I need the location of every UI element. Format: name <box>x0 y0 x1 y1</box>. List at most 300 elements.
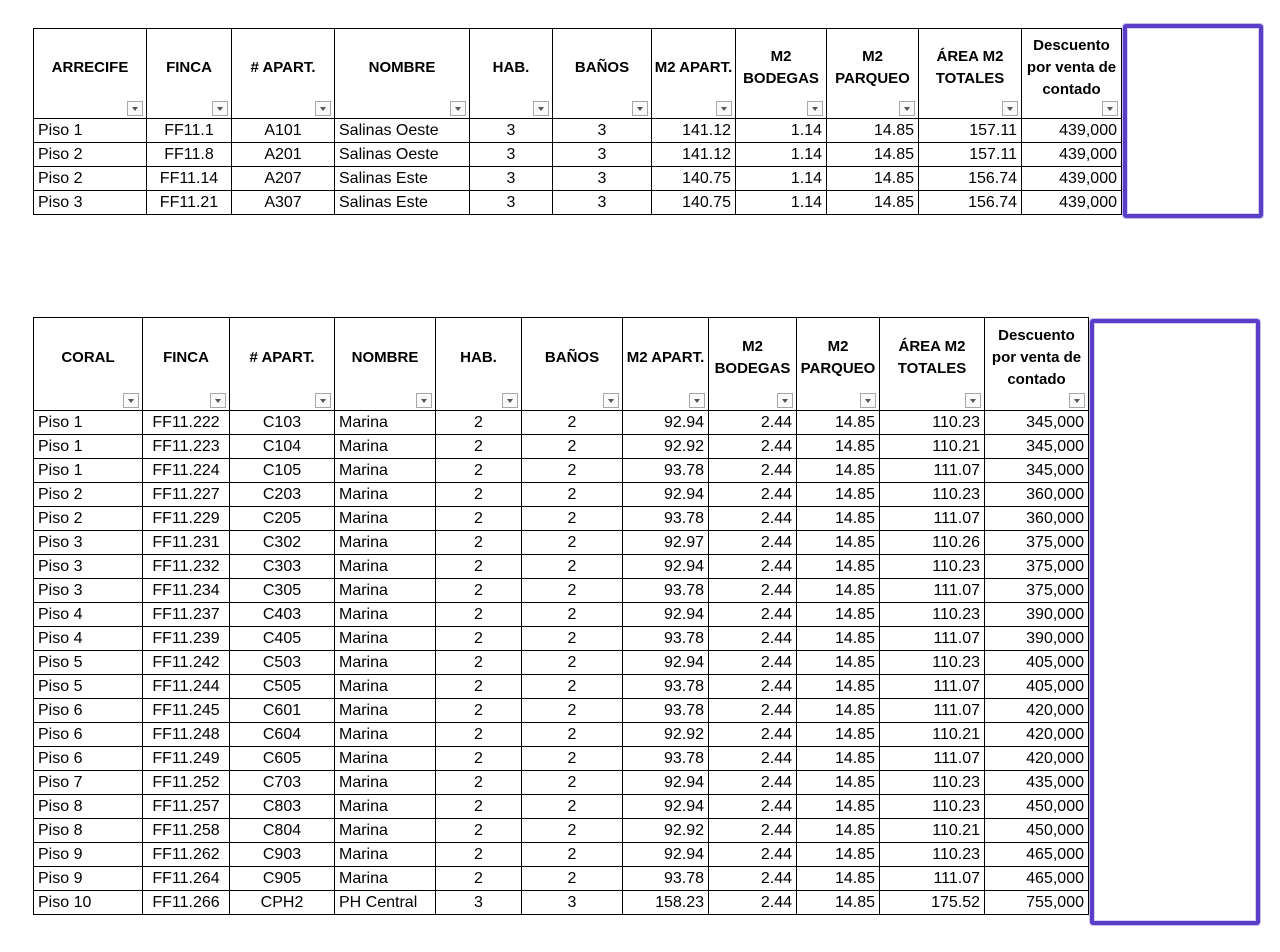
cell-m2-storage[interactable]: 2.44 <box>709 507 797 531</box>
filter-dropdown-icon[interactable] <box>1002 101 1018 116</box>
filter-dropdown-icon[interactable] <box>632 101 648 116</box>
cell-apartment[interactable]: CPH2 <box>230 891 335 915</box>
cell-m2-storage[interactable]: 2.44 <box>709 603 797 627</box>
cell-rooms[interactable]: 2 <box>436 843 522 867</box>
cell-m2-storage[interactable]: 2.44 <box>709 723 797 747</box>
cell-m2-parking[interactable]: 14.85 <box>797 891 880 915</box>
cell-name[interactable]: Salinas Este <box>335 191 470 215</box>
cell-rooms[interactable]: 2 <box>436 603 522 627</box>
cell-name[interactable]: Marina <box>335 747 436 771</box>
cell-m2-apartment[interactable]: 92.92 <box>623 435 709 459</box>
cell-m2-storage[interactable]: 2.44 <box>709 771 797 795</box>
cell-m2-apartment[interactable]: 92.94 <box>623 651 709 675</box>
cell-rooms[interactable]: 2 <box>436 723 522 747</box>
cell-apartment[interactable]: C903 <box>230 843 335 867</box>
cell-floor[interactable]: Piso 10 <box>34 891 143 915</box>
cell-m2-parking[interactable]: 14.85 <box>797 867 880 891</box>
cell-m2-storage[interactable]: 2.44 <box>709 627 797 651</box>
cell-total-area[interactable]: 111.07 <box>880 579 985 603</box>
cell-m2-parking[interactable]: 14.85 <box>827 119 919 143</box>
cell-baths[interactable]: 2 <box>522 699 623 723</box>
cell-m2-storage[interactable]: 2.44 <box>709 531 797 555</box>
cell-m2-storage[interactable]: 2.44 <box>709 411 797 435</box>
cell-m2-apartment[interactable]: 92.97 <box>623 531 709 555</box>
cell-total-area[interactable]: 110.23 <box>880 843 985 867</box>
cell-apartment[interactable]: C104 <box>230 435 335 459</box>
cell-apartment[interactable]: C403 <box>230 603 335 627</box>
cell-m2-apartment[interactable]: 92.94 <box>623 795 709 819</box>
cell-floor[interactable]: Piso 4 <box>34 603 143 627</box>
cell-m2-storage[interactable]: 2.44 <box>709 435 797 459</box>
cell-cash-discount[interactable]: 465,000 <box>985 843 1089 867</box>
cell-floor[interactable]: Piso 6 <box>34 747 143 771</box>
filter-dropdown-icon[interactable] <box>123 393 139 408</box>
cell-rooms[interactable]: 2 <box>436 555 522 579</box>
cell-floor[interactable]: Piso 6 <box>34 723 143 747</box>
cell-rooms[interactable]: 3 <box>470 143 553 167</box>
cell-m2-storage[interactable]: 2.44 <box>709 843 797 867</box>
cell-finca[interactable]: FF11.224 <box>143 459 230 483</box>
cell-baths[interactable]: 2 <box>522 555 623 579</box>
cell-m2-parking[interactable]: 14.85 <box>797 651 880 675</box>
cell-finca[interactable]: FF11.223 <box>143 435 230 459</box>
cell-floor[interactable]: Piso 8 <box>34 819 143 843</box>
cell-m2-apartment[interactable]: 141.12 <box>652 143 736 167</box>
cell-m2-storage[interactable]: 2.44 <box>709 747 797 771</box>
cell-total-area[interactable]: 110.26 <box>880 531 985 555</box>
cell-m2-apartment[interactable]: 92.94 <box>623 771 709 795</box>
cell-finca[interactable]: FF11.237 <box>143 603 230 627</box>
cell-name[interactable]: Marina <box>335 795 436 819</box>
cell-apartment[interactable]: C103 <box>230 411 335 435</box>
cell-rooms[interactable]: 2 <box>436 531 522 555</box>
cell-m2-storage[interactable]: 1.14 <box>736 167 827 191</box>
cell-cash-discount[interactable]: 405,000 <box>985 651 1089 675</box>
cell-apartment[interactable]: C604 <box>230 723 335 747</box>
cell-floor[interactable]: Piso 9 <box>34 843 143 867</box>
cell-cash-discount[interactable]: 420,000 <box>985 723 1089 747</box>
table-row <box>34 651 1089 675</box>
cell-m2-storage[interactable]: 2.44 <box>709 819 797 843</box>
cell-cash-discount[interactable]: 439,000 <box>1022 119 1122 143</box>
cell-m2-parking[interactable]: 14.85 <box>797 843 880 867</box>
cell-m2-parking[interactable]: 14.85 <box>797 675 880 699</box>
filter-dropdown-icon[interactable] <box>502 393 518 408</box>
cell-baths[interactable]: 3 <box>522 891 623 915</box>
filter-dropdown-icon[interactable] <box>716 101 732 116</box>
cell-finca[interactable]: FF11.248 <box>143 723 230 747</box>
cell-name[interactable]: Marina <box>335 699 436 723</box>
cell-finca[interactable]: FF11.21 <box>147 191 232 215</box>
cell-finca[interactable]: FF11.252 <box>143 771 230 795</box>
cell-total-area[interactable]: 110.23 <box>880 651 985 675</box>
cell-name[interactable]: Marina <box>335 435 436 459</box>
cell-finca[interactable]: FF11.8 <box>147 143 232 167</box>
cell-cash-discount[interactable]: 390,000 <box>985 627 1089 651</box>
cell-apartment[interactable]: C405 <box>230 627 335 651</box>
cell-m2-storage[interactable]: 2.44 <box>709 483 797 507</box>
cell-apartment[interactable]: A307 <box>232 191 335 215</box>
cell-apartment[interactable]: A101 <box>232 119 335 143</box>
cell-baths[interactable]: 2 <box>522 867 623 891</box>
cell-cash-discount[interactable]: 345,000 <box>985 411 1089 435</box>
cell-name[interactable]: Marina <box>335 459 436 483</box>
cell-name[interactable]: Marina <box>335 651 436 675</box>
filter-dropdown-icon[interactable] <box>416 393 432 408</box>
cell-finca[interactable]: FF11.249 <box>143 747 230 771</box>
cell-finca[interactable]: FF11.239 <box>143 627 230 651</box>
cell-name[interactable]: Marina <box>335 603 436 627</box>
cell-cash-discount[interactable]: 420,000 <box>985 747 1089 771</box>
table-row <box>34 699 1089 723</box>
cell-rooms[interactable]: 2 <box>436 627 522 651</box>
cell-floor[interactable]: Piso 3 <box>34 191 147 215</box>
cell-m2-storage[interactable]: 2.44 <box>709 675 797 699</box>
cell-baths[interactable]: 2 <box>522 459 623 483</box>
cell-baths[interactable]: 2 <box>522 435 623 459</box>
cell-m2-parking[interactable]: 14.85 <box>797 603 880 627</box>
cell-cash-discount[interactable]: 450,000 <box>985 819 1089 843</box>
cell-m2-apartment[interactable]: 92.94 <box>623 843 709 867</box>
cell-baths[interactable]: 2 <box>522 819 623 843</box>
cell-apartment[interactable]: C105 <box>230 459 335 483</box>
cell-m2-storage[interactable]: 2.44 <box>709 555 797 579</box>
filter-dropdown-icon[interactable] <box>212 101 228 116</box>
cell-rooms[interactable]: 2 <box>436 435 522 459</box>
cell-m2-apartment[interactable]: 93.78 <box>623 627 709 651</box>
filter-dropdown-icon[interactable] <box>965 393 981 408</box>
cell-apartment[interactable]: C804 <box>230 819 335 843</box>
filter-dropdown-icon[interactable] <box>777 393 793 408</box>
cell-floor[interactable]: Piso 3 <box>34 579 143 603</box>
cell-apartment[interactable]: C205 <box>230 507 335 531</box>
cell-cash-discount[interactable]: 435,000 <box>985 771 1089 795</box>
cell-m2-apartment[interactable]: 140.75 <box>652 191 736 215</box>
cell-m2-apartment[interactable]: 92.92 <box>623 723 709 747</box>
cell-total-area[interactable]: 156.74 <box>919 167 1022 191</box>
cell-m2-parking[interactable]: 14.85 <box>797 435 880 459</box>
cell-m2-parking[interactable]: 14.85 <box>797 747 880 771</box>
filter-dropdown-icon[interactable] <box>1102 101 1118 116</box>
cell-baths[interactable]: 2 <box>522 603 623 627</box>
cell-cash-discount[interactable]: 439,000 <box>1022 191 1122 215</box>
filter-dropdown-icon[interactable] <box>315 101 331 116</box>
cell-total-area[interactable]: 110.21 <box>880 819 985 843</box>
cell-name[interactable]: Salinas Oeste <box>335 143 470 167</box>
cell-m2-storage[interactable]: 1.14 <box>736 119 827 143</box>
cell-total-area[interactable]: 111.07 <box>880 627 985 651</box>
cell-cash-discount[interactable]: 360,000 <box>985 483 1089 507</box>
cell-name[interactable]: Marina <box>335 531 436 555</box>
cell-total-area[interactable]: 110.23 <box>880 483 985 507</box>
cell-total-area[interactable]: 156.74 <box>919 191 1022 215</box>
cell-cash-discount[interactable]: 439,000 <box>1022 167 1122 191</box>
cell-m2-parking[interactable]: 14.85 <box>827 167 919 191</box>
cell-floor[interactable]: Piso 2 <box>34 167 147 191</box>
cell-baths[interactable]: 2 <box>522 651 623 675</box>
cell-name[interactable]: Salinas Este <box>335 167 470 191</box>
cell-total-area[interactable]: 110.23 <box>880 771 985 795</box>
filter-dropdown-icon[interactable] <box>533 101 549 116</box>
filter-dropdown-icon[interactable] <box>210 393 226 408</box>
cell-apartment[interactable]: A207 <box>232 167 335 191</box>
cell-floor[interactable]: Piso 3 <box>34 555 143 579</box>
cell-cash-discount[interactable]: 360,000 <box>985 507 1089 531</box>
cell-apartment[interactable]: C203 <box>230 483 335 507</box>
cell-rooms[interactable]: 2 <box>436 411 522 435</box>
cell-total-area[interactable]: 110.23 <box>880 603 985 627</box>
cell-name[interactable]: Marina <box>335 555 436 579</box>
cell-apartment[interactable]: C305 <box>230 579 335 603</box>
table-row <box>34 675 1089 699</box>
cell-apartment[interactable]: C905 <box>230 867 335 891</box>
cell-total-area[interactable]: 111.07 <box>880 459 985 483</box>
cell-finca[interactable]: FF11.1 <box>147 119 232 143</box>
cell-apartment[interactable]: C601 <box>230 699 335 723</box>
cell-total-area[interactable]: 175.52 <box>880 891 985 915</box>
cell-m2-apartment[interactable]: 93.78 <box>623 579 709 603</box>
cell-m2-parking[interactable]: 14.85 <box>797 819 880 843</box>
cell-rooms[interactable]: 3 <box>470 191 553 215</box>
cell-rooms[interactable]: 2 <box>436 795 522 819</box>
cell-total-area[interactable]: 110.21 <box>880 435 985 459</box>
cell-apartment[interactable]: A201 <box>232 143 335 167</box>
cell-m2-apartment[interactable]: 93.78 <box>623 459 709 483</box>
cell-name[interactable]: Marina <box>335 627 436 651</box>
cell-name[interactable]: Marina <box>335 867 436 891</box>
cell-apartment[interactable]: C505 <box>230 675 335 699</box>
cell-baths[interactable]: 2 <box>522 411 623 435</box>
cell-floor[interactable]: Piso 5 <box>34 651 143 675</box>
cell-m2-parking[interactable]: 14.85 <box>797 771 880 795</box>
cell-finca[interactable]: FF11.242 <box>143 651 230 675</box>
cell-cash-discount[interactable]: 375,000 <box>985 531 1089 555</box>
cell-finca[interactable]: FF11.266 <box>143 891 230 915</box>
cell-apartment[interactable]: C605 <box>230 747 335 771</box>
cell-apartment[interactable]: C803 <box>230 795 335 819</box>
cell-finca[interactable]: FF11.258 <box>143 819 230 843</box>
cell-name[interactable]: Marina <box>335 843 436 867</box>
cell-name[interactable]: Marina <box>335 819 436 843</box>
cell-floor[interactable]: Piso 3 <box>34 531 143 555</box>
cell-baths[interactable]: 2 <box>522 507 623 531</box>
cell-cash-discount[interactable]: 345,000 <box>985 435 1089 459</box>
cell-floor[interactable]: Piso 6 <box>34 699 143 723</box>
cell-total-area[interactable]: 111.07 <box>880 747 985 771</box>
cell-total-area[interactable]: 157.11 <box>919 143 1022 167</box>
cell-floor[interactable]: Piso 2 <box>34 143 147 167</box>
cell-rooms[interactable]: 2 <box>436 747 522 771</box>
cell-m2-parking[interactable]: 14.85 <box>797 579 880 603</box>
cell-finca[interactable]: FF11.222 <box>143 411 230 435</box>
cell-m2-storage[interactable]: 2.44 <box>709 651 797 675</box>
cell-baths[interactable]: 2 <box>522 579 623 603</box>
cell-floor[interactable]: Piso 4 <box>34 627 143 651</box>
cell-name[interactable]: Marina <box>335 723 436 747</box>
cell-baths[interactable]: 2 <box>522 627 623 651</box>
cell-cash-discount[interactable]: 390,000 <box>985 603 1089 627</box>
cell-total-area[interactable]: 110.23 <box>880 555 985 579</box>
cell-baths[interactable]: 3 <box>553 143 652 167</box>
cell-m2-apartment[interactable]: 92.94 <box>623 555 709 579</box>
cell-total-area[interactable]: 110.23 <box>880 411 985 435</box>
cell-finca[interactable]: FF11.262 <box>143 843 230 867</box>
cell-m2-storage[interactable]: 2.44 <box>709 891 797 915</box>
cell-m2-parking[interactable]: 14.85 <box>797 459 880 483</box>
cell-finca[interactable]: FF11.264 <box>143 867 230 891</box>
cell-m2-apartment[interactable]: 92.94 <box>623 411 709 435</box>
cell-m2-apartment[interactable]: 93.78 <box>623 867 709 891</box>
cell-rooms[interactable]: 2 <box>436 771 522 795</box>
cell-m2-parking[interactable]: 14.85 <box>827 143 919 167</box>
cell-baths[interactable]: 2 <box>522 675 623 699</box>
cell-baths[interactable]: 2 <box>522 723 623 747</box>
cell-baths[interactable]: 2 <box>522 483 623 507</box>
cell-floor[interactable]: Piso 7 <box>34 771 143 795</box>
cell-name[interactable]: Marina <box>335 411 436 435</box>
cell-m2-parking[interactable]: 14.85 <box>797 555 880 579</box>
filter-dropdown-icon[interactable] <box>689 393 705 408</box>
cell-baths[interactable]: 2 <box>522 795 623 819</box>
cell-m2-apartment[interactable]: 93.78 <box>623 699 709 723</box>
cell-m2-parking[interactable]: 14.85 <box>797 411 880 435</box>
cell-m2-storage[interactable]: 1.14 <box>736 191 827 215</box>
cell-m2-parking[interactable]: 14.85 <box>797 699 880 723</box>
filter-dropdown-icon[interactable] <box>315 393 331 408</box>
cell-floor[interactable]: Piso 1 <box>34 119 147 143</box>
cell-floor[interactable]: Piso 2 <box>34 507 143 531</box>
cell-rooms[interactable]: 2 <box>436 819 522 843</box>
cell-rooms[interactable]: 2 <box>436 507 522 531</box>
cell-cash-discount[interactable]: 465,000 <box>985 867 1089 891</box>
cell-m2-parking[interactable]: 14.85 <box>797 483 880 507</box>
cell-name[interactable]: Marina <box>335 507 436 531</box>
cell-total-area[interactable]: 111.07 <box>880 675 985 699</box>
cell-rooms[interactable]: 3 <box>436 891 522 915</box>
cell-m2-apartment[interactable]: 92.94 <box>623 483 709 507</box>
cell-name[interactable]: PH Central <box>335 891 436 915</box>
cell-total-area[interactable]: 110.23 <box>880 795 985 819</box>
cell-baths[interactable]: 2 <box>522 771 623 795</box>
cell-floor[interactable]: Piso 5 <box>34 675 143 699</box>
cell-m2-storage[interactable]: 2.44 <box>709 579 797 603</box>
cell-finca[interactable]: FF11.234 <box>143 579 230 603</box>
cell-m2-storage[interactable]: 2.44 <box>709 699 797 723</box>
cell-m2-apartment[interactable]: 141.12 <box>652 119 736 143</box>
cell-floor[interactable]: Piso 2 <box>34 483 143 507</box>
cell-m2-storage[interactable]: 1.14 <box>736 143 827 167</box>
cell-total-area[interactable]: 111.07 <box>880 867 985 891</box>
cell-rooms[interactable]: 2 <box>436 459 522 483</box>
cell-total-area[interactable]: 110.21 <box>880 723 985 747</box>
cell-rooms[interactable]: 2 <box>436 651 522 675</box>
cell-m2-parking[interactable]: 14.85 <box>797 507 880 531</box>
cell-finca[interactable]: FF11.244 <box>143 675 230 699</box>
cell-name[interactable]: Marina <box>335 579 436 603</box>
cell-floor[interactable]: Piso 1 <box>34 459 143 483</box>
cell-apartment[interactable]: C303 <box>230 555 335 579</box>
cell-finca[interactable]: FF11.229 <box>143 507 230 531</box>
filter-dropdown-icon[interactable] <box>603 393 619 408</box>
cell-name[interactable]: Marina <box>335 771 436 795</box>
cell-baths[interactable]: 3 <box>553 167 652 191</box>
cell-m2-parking[interactable]: 14.85 <box>797 627 880 651</box>
cell-cash-discount[interactable]: 345,000 <box>985 459 1089 483</box>
cell-finca[interactable]: FF11.257 <box>143 795 230 819</box>
cell-baths[interactable]: 2 <box>522 531 623 555</box>
cell-rooms[interactable]: 2 <box>436 867 522 891</box>
filter-dropdown-icon[interactable] <box>860 393 876 408</box>
cell-baths[interactable]: 3 <box>553 119 652 143</box>
cell-apartment[interactable]: C703 <box>230 771 335 795</box>
cell-name[interactable]: Salinas Oeste <box>335 119 470 143</box>
cell-rooms[interactable]: 3 <box>470 119 553 143</box>
cell-floor[interactable]: Piso 1 <box>34 435 143 459</box>
cell-m2-parking[interactable]: 14.85 <box>797 723 880 747</box>
cell-rooms[interactable]: 2 <box>436 483 522 507</box>
cell-m2-storage[interactable]: 2.44 <box>709 459 797 483</box>
cell-baths[interactable]: 2 <box>522 747 623 771</box>
cell-m2-parking[interactable]: 14.85 <box>797 531 880 555</box>
filter-dropdown-icon[interactable] <box>1069 393 1085 408</box>
cell-cash-discount[interactable]: 420,000 <box>985 699 1089 723</box>
cell-finca[interactable]: FF11.231 <box>143 531 230 555</box>
cell-baths[interactable]: 2 <box>522 843 623 867</box>
cell-rooms[interactable]: 2 <box>436 699 522 723</box>
cell-total-area[interactable]: 111.07 <box>880 507 985 531</box>
cell-cash-discount[interactable]: 375,000 <box>985 579 1089 603</box>
cell-cash-discount[interactable]: 375,000 <box>985 555 1089 579</box>
cell-m2-storage[interactable]: 2.44 <box>709 795 797 819</box>
cell-floor[interactable]: Piso 1 <box>34 411 143 435</box>
cell-name[interactable]: Marina <box>335 675 436 699</box>
cell-finca[interactable]: FF11.245 <box>143 699 230 723</box>
cell-floor[interactable]: Piso 9 <box>34 867 143 891</box>
cell-m2-parking[interactable]: 14.85 <box>797 795 880 819</box>
filter-dropdown-icon[interactable] <box>899 101 915 116</box>
cell-floor[interactable]: Piso 8 <box>34 795 143 819</box>
cell-apartment[interactable]: C302 <box>230 531 335 555</box>
cell-baths[interactable]: 3 <box>553 191 652 215</box>
cell-rooms[interactable]: 2 <box>436 675 522 699</box>
cell-finca[interactable]: FF11.14 <box>147 167 232 191</box>
cell-apartment[interactable]: C503 <box>230 651 335 675</box>
cell-total-area[interactable]: 157.11 <box>919 119 1022 143</box>
cell-m2-apartment[interactable]: 93.78 <box>623 507 709 531</box>
cell-m2-apartment[interactable]: 92.92 <box>623 819 709 843</box>
cell-m2-apartment[interactable]: 158.23 <box>623 891 709 915</box>
cell-rooms[interactable]: 3 <box>470 167 553 191</box>
cell-m2-apartment[interactable]: 92.94 <box>623 603 709 627</box>
cell-finca[interactable]: FF11.232 <box>143 555 230 579</box>
cell-finca[interactable]: FF11.227 <box>143 483 230 507</box>
cell-rooms[interactable]: 2 <box>436 579 522 603</box>
cell-cash-discount[interactable]: 450,000 <box>985 795 1089 819</box>
cell-m2-apartment[interactable]: 93.78 <box>623 675 709 699</box>
cell-cash-discount[interactable]: 405,000 <box>985 675 1089 699</box>
cell-m2-storage[interactable]: 2.44 <box>709 867 797 891</box>
filter-dropdown-icon[interactable] <box>807 101 823 116</box>
filter-dropdown-icon[interactable] <box>450 101 466 116</box>
cell-name[interactable]: Marina <box>335 483 436 507</box>
cell-m2-parking[interactable]: 14.85 <box>827 191 919 215</box>
cell-cash-discount[interactable]: 755,000 <box>985 891 1089 915</box>
cell-m2-apartment[interactable]: 140.75 <box>652 167 736 191</box>
cell-total-area[interactable]: 111.07 <box>880 699 985 723</box>
cell-cash-discount[interactable]: 439,000 <box>1022 143 1122 167</box>
filter-dropdown-icon[interactable] <box>127 101 143 116</box>
cell-m2-apartment[interactable]: 93.78 <box>623 747 709 771</box>
